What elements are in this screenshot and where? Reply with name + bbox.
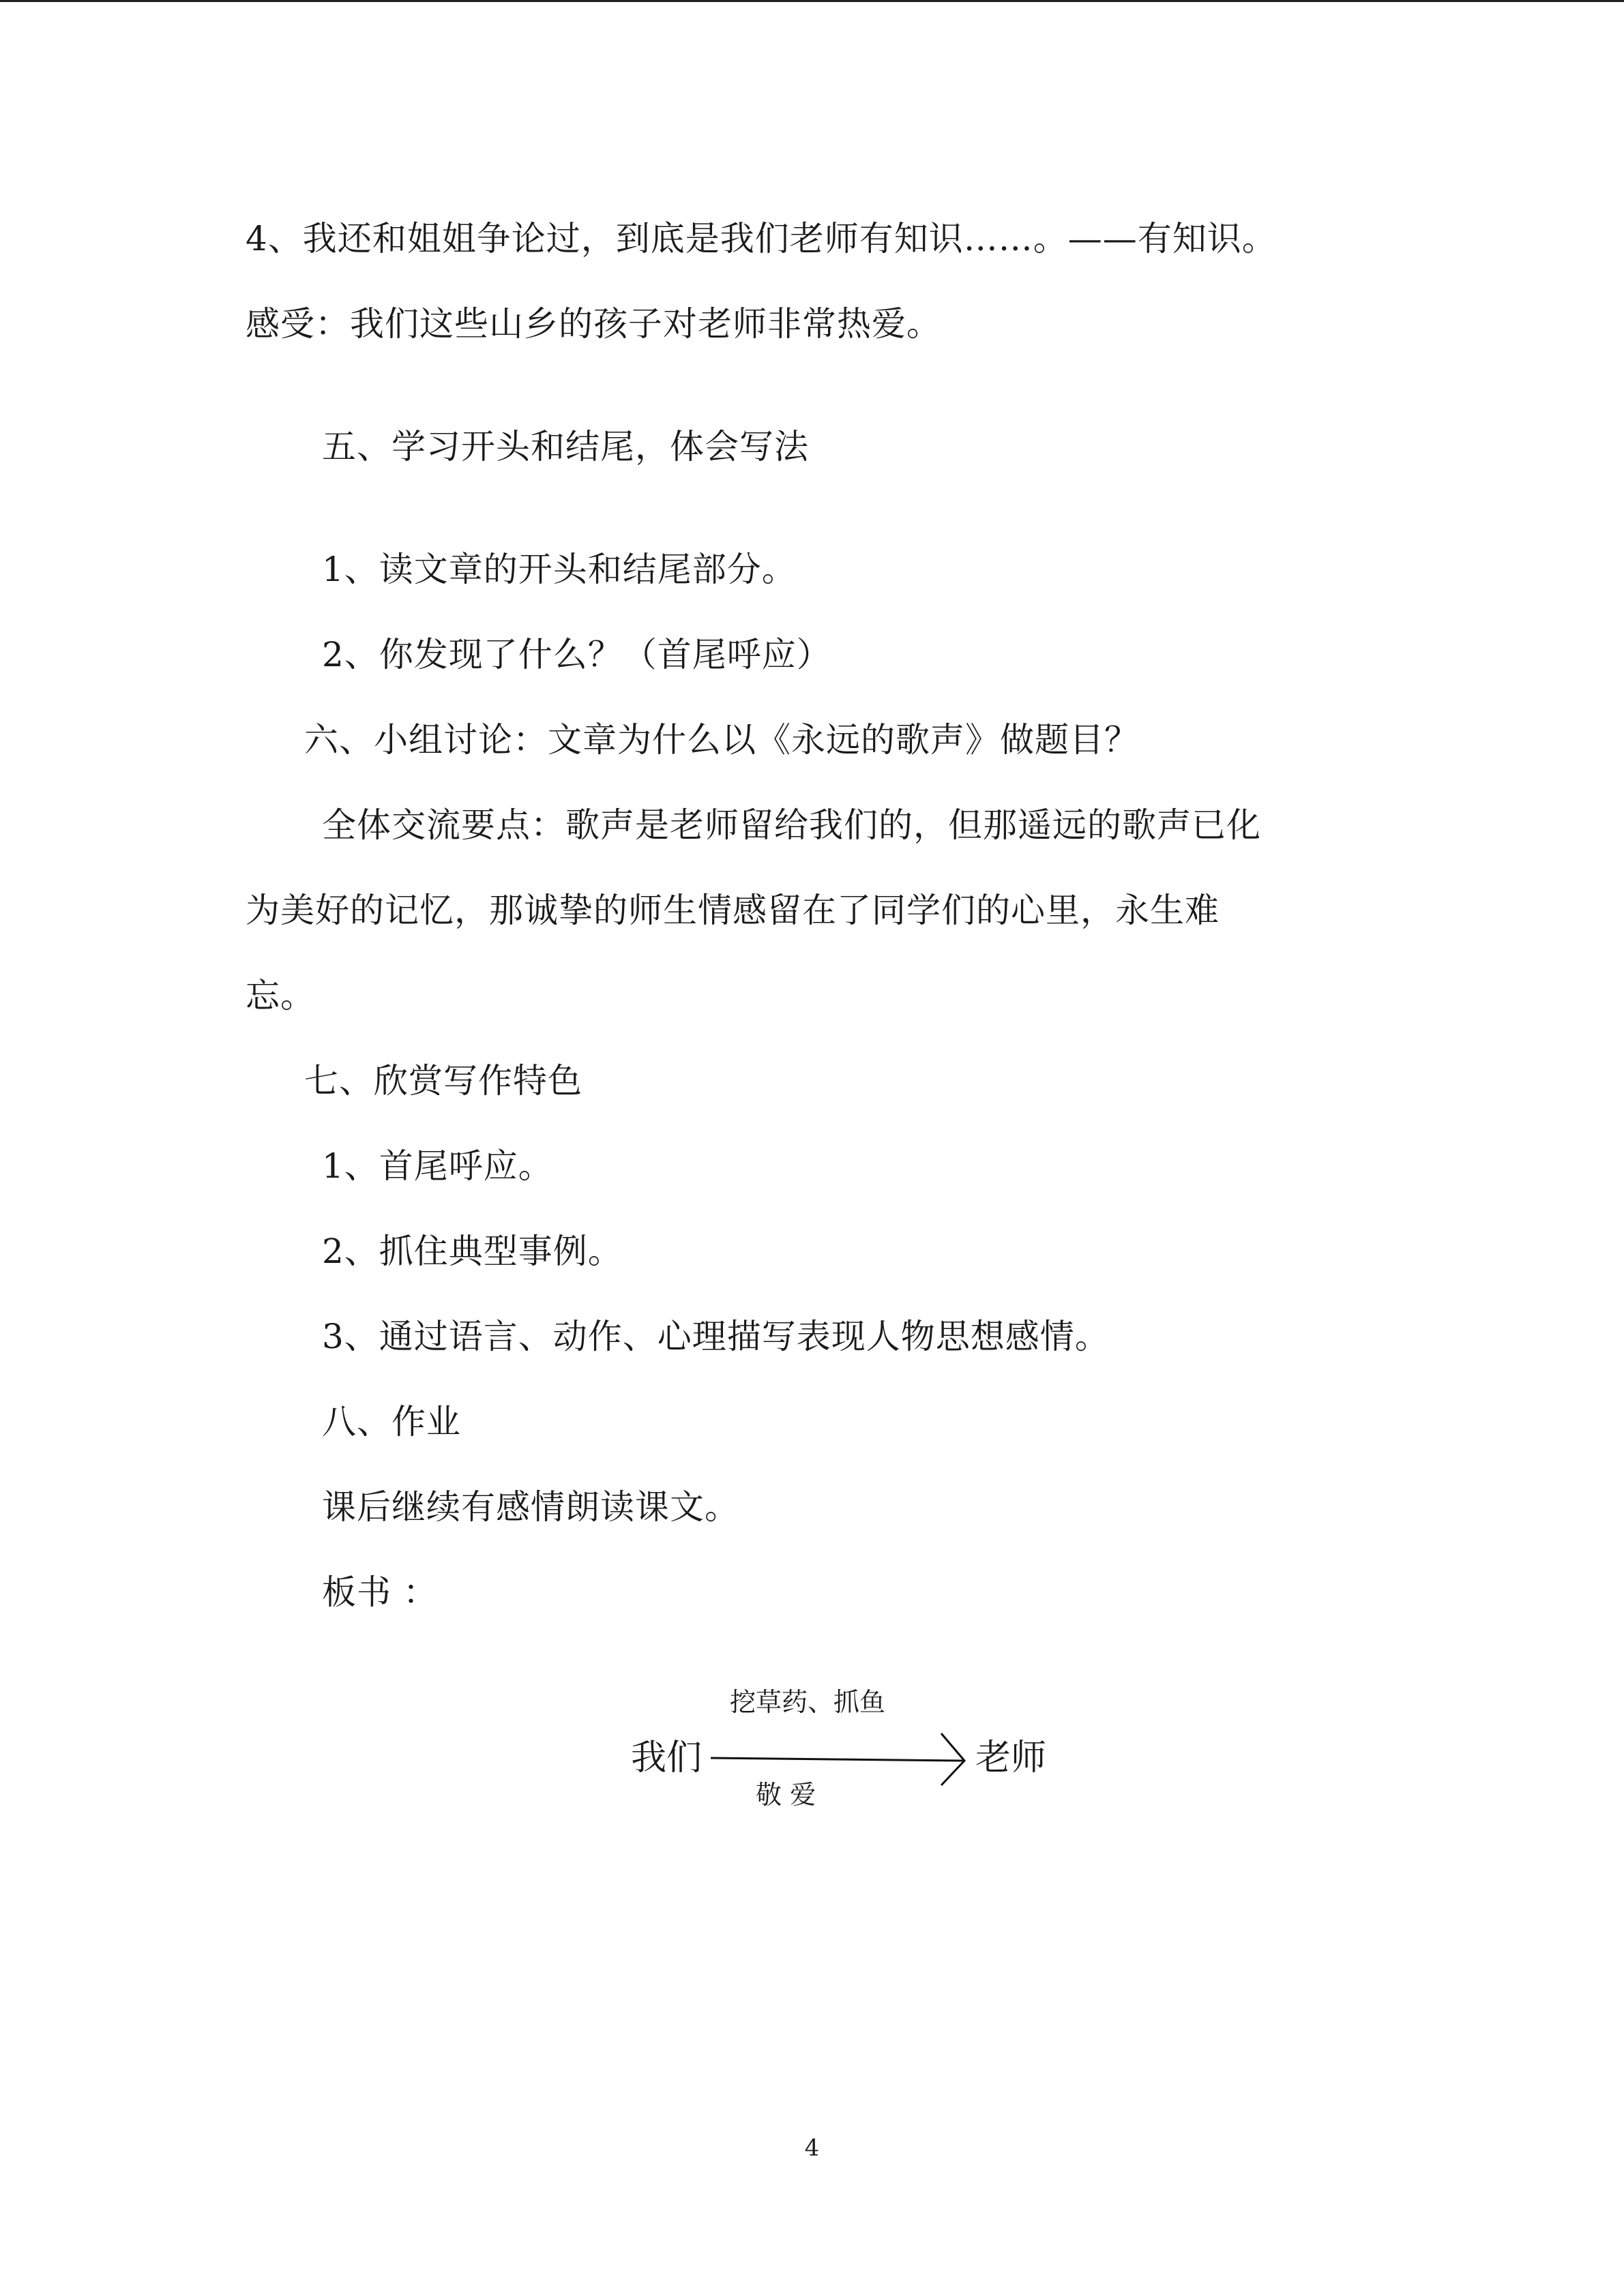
list-item: 1、首尾呼应。 (322, 1146, 553, 1186)
blackboard-heading: 板书 ： (322, 1572, 438, 1612)
diagram-node-us: 我们 (631, 1738, 703, 1778)
section-heading: 七、欣赏写作特色 (304, 1061, 582, 1101)
paragraph-line: 全体交流要点：歌声是老师留给我们的，但那遥远的歌声已化 (322, 805, 1261, 845)
paragraph-line: 感受：我们这些山乡的孩子对老师非常热爱。 (246, 304, 941, 344)
arrow-shaft (711, 1758, 964, 1761)
section-heading: 六、小组讨论：文章为什么以《永远的歌声》做题目？ (304, 720, 1139, 760)
list-item: 2、你发现了什么？（首尾呼应） (322, 635, 831, 674)
list-item: 1、读文章的开头和结尾部分。 (322, 550, 797, 589)
arrow-head (941, 1733, 964, 1785)
diagram-node-teacher: 老师 (975, 1738, 1047, 1778)
list-item: 2、抓住典型事例。 (322, 1232, 623, 1271)
arrow-label-below: 敬 爱 (756, 1780, 816, 1810)
section-heading: 八、作业 (322, 1402, 461, 1442)
paragraph-line: 忘。 (246, 976, 315, 1015)
arrow-label-above: 挖草药、抓鱼 (730, 1687, 886, 1717)
list-item: 3、通过语言、动作、心理描写表现人物思想感情。 (322, 1317, 1110, 1356)
blackboard-diagram (628, 1678, 1064, 1828)
paragraph-line: 4、我还和姐姐争论过，到底是我们老师有知识……。——有知识。 (246, 219, 1277, 258)
top-border (0, 0, 1624, 2)
page-number: 4 (804, 2134, 820, 2162)
section-heading: 五、学习开头和结尾，体会写法 (322, 427, 809, 466)
paragraph-line: 为美好的记忆，那诚挚的师生情感留在了同学们的心里，永生难 (246, 891, 1220, 930)
paragraph-line: 课后继续有感情朗读课文。 (322, 1487, 739, 1527)
